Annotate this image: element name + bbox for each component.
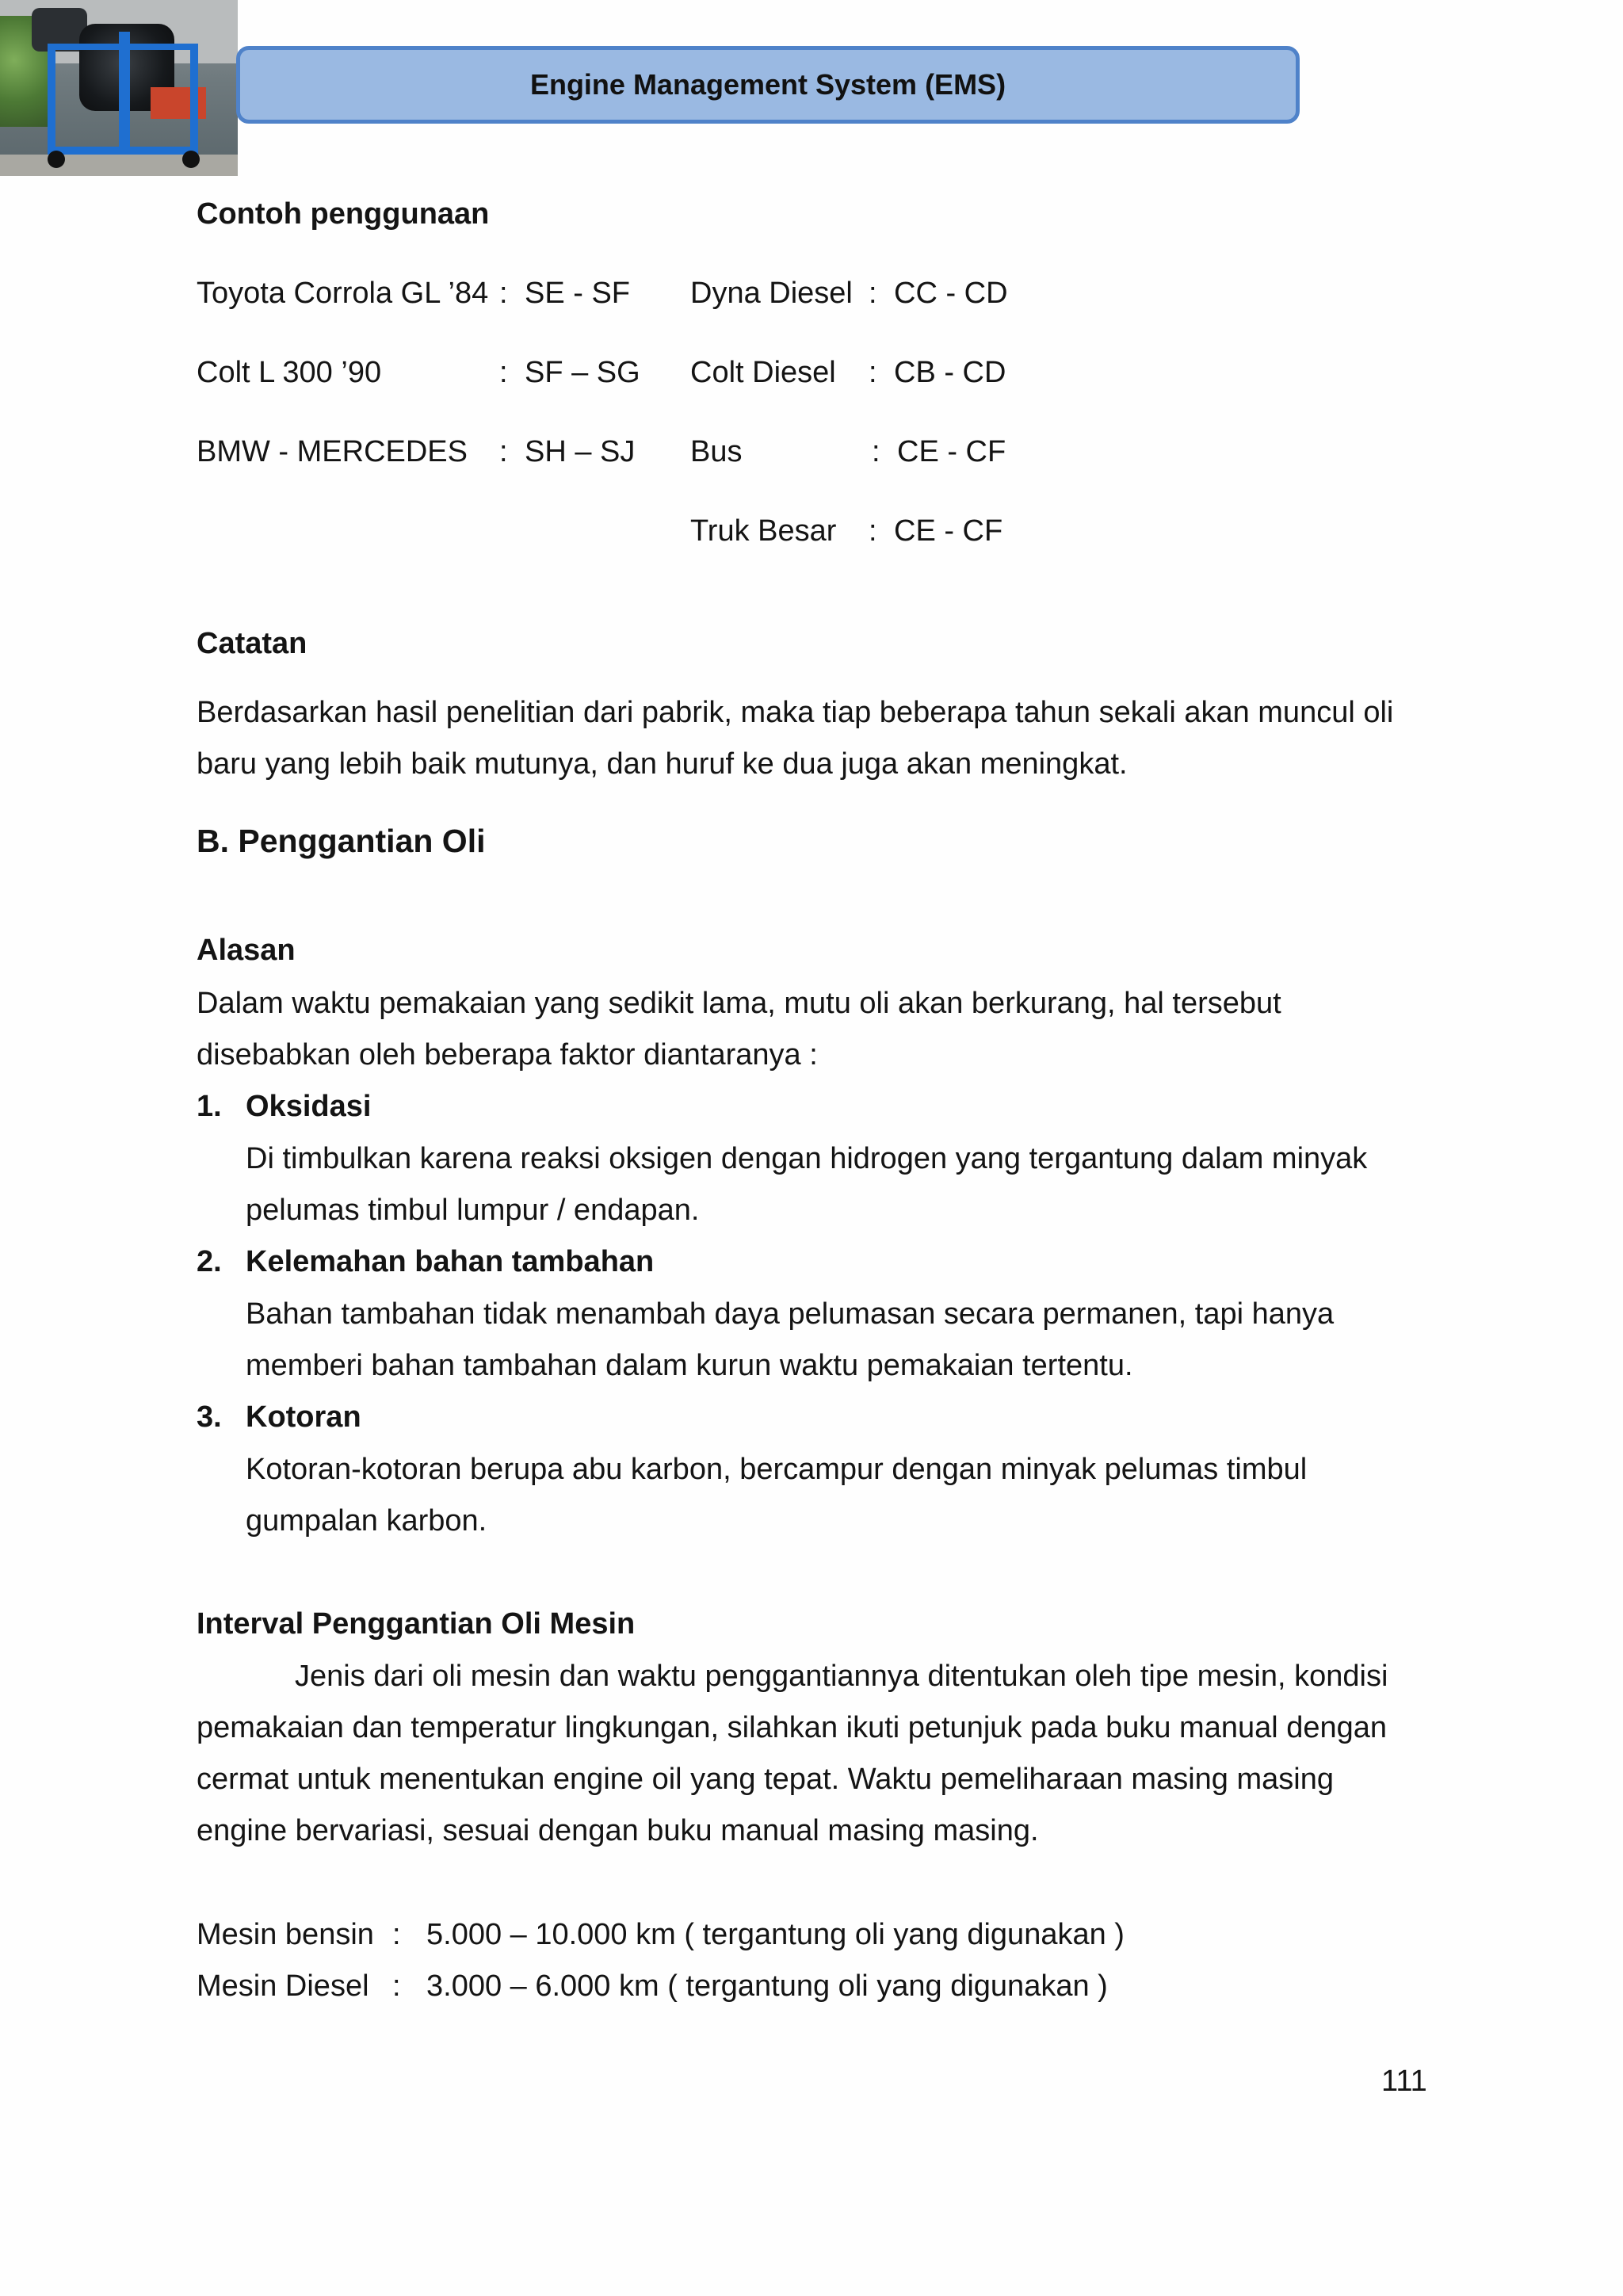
factor-line: Di timbulkan karena reaksi oksigen dengan hidrogen yang tergantung dalam minyak (246, 1142, 1368, 1175)
example-left-name: BMW - MERCEDES (197, 435, 468, 468)
example-right-value: CB - CD (894, 356, 1006, 389)
reason-heading: Alasan (197, 934, 296, 967)
header-engine-photo (0, 0, 238, 176)
page-number: 111 (1381, 2065, 1427, 2098)
factor-line: pelumas timbul lumpur / endapan. (246, 1194, 700, 1227)
example-right-value: CC - CD (894, 277, 1008, 310)
page-title-banner (236, 46, 1300, 124)
example-right-sep: : (869, 514, 877, 548)
example-right-value: CE - CF (894, 514, 1003, 548)
factor-line: gumpalan karbon. (246, 1504, 487, 1538)
example-left-value: SF – SG (525, 356, 640, 389)
interval-row-value: 5.000 – 10.000 km ( tergantung oli yang digunakan ) (426, 1918, 1125, 1951)
example-left-value: SH – SJ (525, 435, 636, 468)
example-left-name: Toyota Corrola GL ’84 (197, 277, 489, 310)
example-left-name: Colt L 300 ’90 (197, 356, 382, 389)
example-right-name: Dyna Diesel (690, 277, 853, 310)
example-left-sep: : (499, 435, 508, 468)
note-heading: Catatan (197, 627, 307, 660)
example-right-sep: : (872, 435, 880, 468)
example-left-sep: : (499, 356, 508, 389)
example-right-value: CE - CF (897, 435, 1006, 468)
factor-title: Kelemahan bahan tambahan (246, 1245, 655, 1278)
section-b-heading: B. Penggantian Oli (197, 823, 486, 859)
interval-row-name: Mesin bensin (197, 1918, 374, 1951)
factor-number: 2. (197, 1245, 222, 1278)
example-right-sep: : (869, 277, 877, 310)
interval-heading: Interval Penggantian Oli Mesin (197, 1607, 636, 1641)
page-title: Engine Management System (EMS) (529, 68, 1006, 101)
interval-row-value: 3.000 – 6.000 km ( tergantung oli yang digunakan ) (426, 1969, 1108, 2003)
example-left-value: SE - SF (525, 277, 631, 310)
interval-line: cermat untuk menentukan engine oil yang tepat. Waktu pemeliharaan masing masing (197, 1763, 1334, 1796)
note-line: baru yang lebih baik mutunya, dan huruf ke dua juga akan meningkat. (197, 747, 1128, 781)
example-right-sep: : (869, 356, 877, 389)
example-left-sep: : (499, 277, 508, 310)
factor-line: Kotoran-kotoran berupa abu karbon, bercampur dengan minyak pelumas timbul (246, 1453, 1308, 1486)
example-right-name: Bus (690, 435, 743, 468)
reason-intro-line: Dalam waktu pemakaian yang sedikit lama, mutu oli akan berkurang, hal tersebut (197, 987, 1281, 1020)
interval-row-sep: : (392, 1918, 401, 1951)
interval-line: Jenis dari oli mesin dan waktu penggantiannya ditentukan oleh tipe mesin, kondisi (295, 1660, 1388, 1693)
example-right-name: Truk Besar (690, 514, 837, 548)
factor-line: Bahan tambahan tidak menambah daya pelumasan secara permanen, tapi hanya (246, 1297, 1335, 1331)
factor-number: 3. (197, 1400, 222, 1434)
interval-row-sep: : (392, 1969, 401, 2003)
examples-heading: Contoh penggunaan (197, 197, 490, 231)
reason-intro-line: disebabkan oleh beberapa faktor diantaranya : (197, 1038, 818, 1072)
interval-row-name: Mesin Diesel (197, 1969, 369, 2003)
factor-number: 1. (197, 1090, 222, 1123)
example-right-name: Colt Diesel (690, 356, 836, 389)
factor-title: Kotoran (246, 1400, 361, 1434)
note-line: Berdasarkan hasil penelitian dari pabrik, maka tiap beberapa tahun sekali akan muncul oli (197, 696, 1394, 729)
factor-title: Oksidasi (246, 1090, 372, 1123)
interval-line: engine bervariasi, sesuai dengan buku manual masing masing. (197, 1814, 1039, 1847)
interval-line: pemakaian dan temperatur lingkungan, silahkan ikuti petunjuk pada buku manual dengan (197, 1711, 1388, 1744)
factor-line: memberi bahan tambahan dalam kurun waktu pemakaian tertentu. (246, 1349, 1133, 1382)
